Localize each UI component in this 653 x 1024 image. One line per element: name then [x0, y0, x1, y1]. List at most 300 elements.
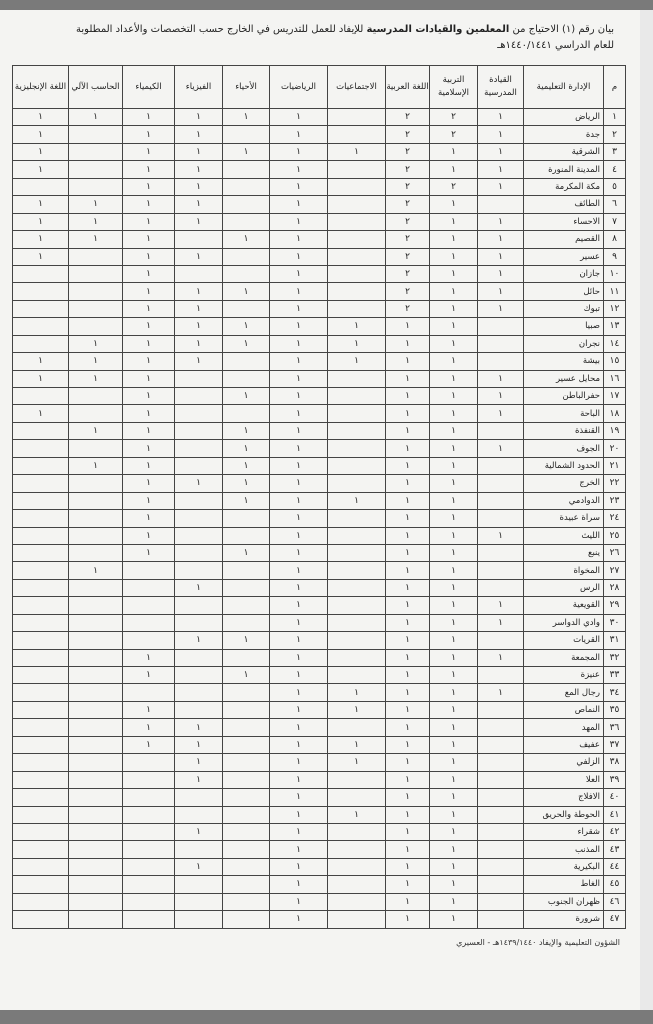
cell-value	[223, 248, 270, 265]
row-number: ٢١	[604, 457, 626, 474]
row-number: ٨	[604, 231, 626, 248]
cell-value	[223, 597, 270, 614]
cell-value	[13, 579, 69, 596]
cell-value: ١	[175, 213, 223, 230]
cell-value: ١	[386, 597, 430, 614]
cell-value: ١	[175, 248, 223, 265]
cell-value: ١	[69, 353, 123, 370]
cell-value	[328, 457, 386, 474]
cell-value: ١	[13, 213, 69, 230]
cell-value	[223, 353, 270, 370]
cell-value	[13, 911, 69, 928]
region-name: عسير	[524, 248, 604, 265]
cell-value: ١	[386, 771, 430, 788]
cell-value: ١	[386, 422, 430, 439]
cell-value: ٢	[430, 178, 478, 195]
cell-value: ١	[270, 143, 328, 160]
cell-value: ١	[328, 143, 386, 160]
region-name: المدينة المنورة	[524, 161, 604, 178]
cell-value	[478, 632, 524, 649]
cell-value: ١	[430, 858, 478, 875]
cell-value: ١	[430, 196, 478, 213]
cell-value	[69, 440, 123, 457]
cell-value: ١	[430, 440, 478, 457]
cell-value	[69, 684, 123, 701]
row-number: ٢٥	[604, 527, 626, 544]
cell-value	[123, 823, 175, 840]
table-row	[13, 858, 626, 875]
cell-value: ١	[270, 876, 328, 893]
cell-value: ١	[386, 440, 430, 457]
cell-value	[175, 597, 223, 614]
cell-value	[223, 736, 270, 753]
cell-value	[69, 701, 123, 718]
cell-value: ١	[430, 893, 478, 910]
cell-value	[478, 667, 524, 684]
cell-value	[69, 632, 123, 649]
cell-value: ١	[223, 335, 270, 352]
row-number: ٤٢	[604, 823, 626, 840]
cell-value	[328, 440, 386, 457]
cell-value: ١	[386, 649, 430, 666]
cell-value: ١	[223, 283, 270, 300]
table-row	[13, 492, 626, 509]
region-name: الغاط	[524, 876, 604, 893]
row-number: ١	[604, 109, 626, 126]
cell-value: ١	[175, 632, 223, 649]
cell-value: ١	[328, 318, 386, 335]
header-row	[13, 66, 626, 109]
column-header: الإدارة التعليمية	[524, 66, 604, 109]
cell-value	[328, 823, 386, 840]
row-number: ٤٧	[604, 911, 626, 928]
cell-value	[223, 684, 270, 701]
table-row	[13, 527, 626, 544]
row-number: ٣٥	[604, 701, 626, 718]
cell-value	[478, 510, 524, 527]
region-name: شرورة	[524, 911, 604, 928]
cell-value	[13, 806, 69, 823]
cell-value	[478, 422, 524, 439]
table-row	[13, 161, 626, 178]
cell-value	[223, 614, 270, 631]
bottom-frame-bar	[0, 1010, 653, 1024]
cell-value: ١	[386, 510, 430, 527]
cell-value: ١	[270, 684, 328, 701]
cell-value	[13, 667, 69, 684]
cell-value: ١	[430, 388, 478, 405]
cell-value: ١	[430, 597, 478, 614]
cell-value	[223, 771, 270, 788]
cell-value	[69, 475, 123, 492]
cell-value: ١	[430, 614, 478, 631]
cell-value	[13, 422, 69, 439]
cell-value: ١	[13, 353, 69, 370]
cell-value: ١	[478, 283, 524, 300]
cell-value	[123, 771, 175, 788]
cell-value	[13, 701, 69, 718]
cell-value	[478, 335, 524, 352]
cell-value: ١	[478, 213, 524, 230]
row-number: ١٩	[604, 422, 626, 439]
cell-value: ١	[430, 632, 478, 649]
cell-value	[328, 126, 386, 143]
cell-value	[478, 457, 524, 474]
cell-value: ١	[386, 388, 430, 405]
cell-value: ١	[386, 736, 430, 753]
cell-value: ١	[175, 579, 223, 596]
cell-value	[328, 196, 386, 213]
cell-value	[328, 893, 386, 910]
table-row	[13, 876, 626, 893]
cell-value: ١	[270, 614, 328, 631]
column-header: م	[604, 66, 626, 109]
cell-value: ١	[386, 876, 430, 893]
cell-value: ١	[386, 370, 430, 387]
cell-value: ١	[123, 457, 175, 474]
table-row	[13, 579, 626, 596]
table-row	[13, 335, 626, 352]
cell-value: ١	[270, 475, 328, 492]
cell-value: ١	[328, 353, 386, 370]
cell-value	[328, 231, 386, 248]
region-name: الاحساء	[524, 213, 604, 230]
cell-value	[328, 300, 386, 317]
cell-value	[478, 701, 524, 718]
table-row	[13, 544, 626, 561]
cell-value	[13, 841, 69, 858]
cell-value: ١	[478, 231, 524, 248]
cell-value	[69, 893, 123, 910]
cell-value	[13, 544, 69, 561]
row-number: ١٤	[604, 335, 626, 352]
table-row	[13, 823, 626, 840]
cell-value: ١	[123, 527, 175, 544]
column-header: التربية الإسلامية	[430, 66, 478, 109]
cell-value	[13, 475, 69, 492]
cell-value: ١	[478, 265, 524, 282]
table-row	[13, 388, 626, 405]
cell-value	[478, 771, 524, 788]
region-name: الزلفي	[524, 754, 604, 771]
cell-value	[478, 492, 524, 509]
cell-value: ١	[223, 492, 270, 509]
cell-value	[69, 300, 123, 317]
region-name: رجال المع	[524, 684, 604, 701]
cell-value: ١	[223, 422, 270, 439]
cell-value	[123, 684, 175, 701]
table-row	[13, 178, 626, 195]
cell-value: ١	[175, 771, 223, 788]
row-number: ١٣	[604, 318, 626, 335]
region-name: الدوادمي	[524, 492, 604, 509]
cell-value	[223, 126, 270, 143]
cell-value	[223, 161, 270, 178]
cell-value	[478, 789, 524, 806]
cell-value	[478, 579, 524, 596]
cell-value	[478, 876, 524, 893]
cell-value: ١	[430, 649, 478, 666]
cell-value: ١	[430, 544, 478, 561]
region-name: المهد	[524, 719, 604, 736]
region-name: جازان	[524, 265, 604, 282]
cell-value: ١	[175, 353, 223, 370]
cell-value	[123, 632, 175, 649]
cell-value: ١	[270, 754, 328, 771]
cell-value: ١	[175, 318, 223, 335]
cell-value	[223, 649, 270, 666]
cell-value: ١	[430, 701, 478, 718]
row-number: ٢٢	[604, 475, 626, 492]
cell-value: ١	[69, 213, 123, 230]
cell-value	[13, 893, 69, 910]
region-name: عفيف	[524, 736, 604, 753]
row-number: ٧	[604, 213, 626, 230]
region-name: الخرج	[524, 475, 604, 492]
cell-value	[175, 701, 223, 718]
cell-value: ١	[430, 318, 478, 335]
cell-value	[175, 544, 223, 561]
cell-value	[175, 841, 223, 858]
cell-value: ١	[270, 719, 328, 736]
row-number: ٣٣	[604, 667, 626, 684]
cell-value: ١	[175, 719, 223, 736]
table-row	[13, 893, 626, 910]
cell-value	[123, 858, 175, 875]
cell-value: ١	[175, 754, 223, 771]
cell-value: ١	[430, 527, 478, 544]
region-name: المذنب	[524, 841, 604, 858]
cell-value	[328, 614, 386, 631]
cell-value: ١	[430, 754, 478, 771]
cell-value	[123, 876, 175, 893]
cell-value: ١	[123, 248, 175, 265]
cell-value	[13, 527, 69, 544]
cell-value: ١	[270, 370, 328, 387]
cell-value	[223, 213, 270, 230]
cell-value	[13, 789, 69, 806]
cell-value: ١	[478, 527, 524, 544]
cell-value	[478, 911, 524, 928]
cell-value	[478, 353, 524, 370]
title-suffix: للإيفاد للعمل للتدريس في الخارج حسب التخصصات والأعداد المطلوبة	[76, 24, 364, 35]
cell-value	[13, 876, 69, 893]
cell-value	[69, 283, 123, 300]
cell-value: ٢	[386, 213, 430, 230]
cell-value: ١	[430, 161, 478, 178]
region-name: القريات	[524, 632, 604, 649]
cell-value: ١	[69, 457, 123, 474]
cell-value	[328, 283, 386, 300]
cell-value: ١	[270, 335, 328, 352]
cell-value: ١	[430, 736, 478, 753]
region-name: المجمعة	[524, 649, 604, 666]
cell-value: ١	[223, 667, 270, 684]
cell-value	[69, 789, 123, 806]
row-number: ٢٨	[604, 579, 626, 596]
table-row	[13, 510, 626, 527]
cell-value: ١	[13, 126, 69, 143]
table-row	[13, 649, 626, 666]
cell-value: ٢	[386, 178, 430, 195]
cell-value: ١	[175, 858, 223, 875]
table-row	[13, 667, 626, 684]
table-row	[13, 126, 626, 143]
cell-value: ١	[223, 388, 270, 405]
region-name: ينبع	[524, 544, 604, 561]
region-name: تبوك	[524, 300, 604, 317]
cell-value	[175, 893, 223, 910]
table-row	[13, 457, 626, 474]
cell-value: ٢	[386, 143, 430, 160]
region-name: الرياض	[524, 109, 604, 126]
cell-value: ١	[478, 405, 524, 422]
cell-value: ٢	[386, 231, 430, 248]
cell-value	[69, 126, 123, 143]
cell-value	[478, 754, 524, 771]
cell-value: ١	[123, 196, 175, 213]
row-number: ٥	[604, 178, 626, 195]
cell-value: ١	[123, 510, 175, 527]
cell-value: ١	[123, 300, 175, 317]
cell-value: ١	[386, 632, 430, 649]
cell-value: ١	[386, 754, 430, 771]
cell-value	[13, 510, 69, 527]
cell-value	[328, 858, 386, 875]
cell-value: ١	[270, 161, 328, 178]
cell-value: ١	[386, 318, 430, 335]
cell-value: ١	[270, 283, 328, 300]
cell-value	[328, 405, 386, 422]
title-bold: المعلمين والقيادات المدرسية	[366, 24, 510, 35]
cell-value	[223, 196, 270, 213]
cell-value	[69, 265, 123, 282]
cell-value	[13, 335, 69, 352]
cell-value: ١	[430, 231, 478, 248]
region-name: ظهران الجنوب	[524, 893, 604, 910]
cell-value: ١	[175, 736, 223, 753]
row-number: ٣٦	[604, 719, 626, 736]
cell-value: ١	[386, 527, 430, 544]
cell-value	[13, 283, 69, 300]
cell-value	[328, 248, 386, 265]
cell-value	[13, 388, 69, 405]
cell-value: ١	[430, 335, 478, 352]
table-row	[13, 841, 626, 858]
cell-value: ١	[123, 701, 175, 718]
cell-value	[175, 388, 223, 405]
cell-value: ١	[223, 109, 270, 126]
region-name: نجران	[524, 335, 604, 352]
cell-value	[175, 492, 223, 509]
cell-value: ١	[270, 440, 328, 457]
row-number: ٤٣	[604, 841, 626, 858]
region-name: صبيا	[524, 318, 604, 335]
cell-value: ١	[328, 701, 386, 718]
cell-value: ١	[13, 405, 69, 422]
cell-value: ١	[430, 667, 478, 684]
cell-value: ١	[13, 109, 69, 126]
region-name: بيشة	[524, 353, 604, 370]
table-row	[13, 213, 626, 230]
cell-value	[175, 789, 223, 806]
region-name: الطائف	[524, 196, 604, 213]
cell-value: ١	[69, 109, 123, 126]
cell-value: ١	[386, 701, 430, 718]
cell-value	[175, 667, 223, 684]
cell-value: ١	[430, 213, 478, 230]
cell-value: ١	[270, 353, 328, 370]
cell-value: ١	[175, 335, 223, 352]
cell-value	[69, 823, 123, 840]
cell-value: ١	[223, 632, 270, 649]
cell-value	[13, 178, 69, 195]
cell-value	[69, 719, 123, 736]
cell-value: ٢	[386, 126, 430, 143]
cell-value: ١	[430, 370, 478, 387]
cell-value: ١	[175, 143, 223, 160]
cell-value	[175, 684, 223, 701]
cell-value: ١	[386, 457, 430, 474]
cell-value: ١	[478, 614, 524, 631]
cell-value: ١	[270, 126, 328, 143]
row-number: ٢٣	[604, 492, 626, 509]
cell-value	[328, 597, 386, 614]
cell-value	[223, 789, 270, 806]
table-row	[13, 701, 626, 718]
cell-value	[69, 841, 123, 858]
cell-value: ١	[386, 492, 430, 509]
cell-value: ١	[430, 492, 478, 509]
cell-value: ١	[328, 684, 386, 701]
cell-value: ١	[223, 475, 270, 492]
cell-value	[328, 841, 386, 858]
region-name: جدة	[524, 126, 604, 143]
cell-value	[123, 841, 175, 858]
column-header: اللغة الإنجليزية	[13, 66, 69, 109]
cell-value	[13, 632, 69, 649]
table-row	[13, 806, 626, 823]
cell-value	[328, 544, 386, 561]
row-number: ٣٠	[604, 614, 626, 631]
cell-value: ١	[478, 370, 524, 387]
cell-value	[328, 911, 386, 928]
cell-value	[328, 649, 386, 666]
cell-value	[13, 823, 69, 840]
row-number: ٤٥	[604, 876, 626, 893]
cell-value	[175, 806, 223, 823]
cell-value: ١	[175, 196, 223, 213]
cell-value: ١	[123, 353, 175, 370]
cell-value: ٢	[430, 126, 478, 143]
cell-value	[478, 893, 524, 910]
cell-value	[13, 614, 69, 631]
cell-value	[123, 754, 175, 771]
region-name: القصيم	[524, 231, 604, 248]
cell-value	[175, 527, 223, 544]
row-number: ٩	[604, 248, 626, 265]
cell-value	[175, 457, 223, 474]
cell-value	[328, 562, 386, 579]
cell-value	[223, 876, 270, 893]
cell-value: ٢	[430, 109, 478, 126]
row-number: ٢٧	[604, 562, 626, 579]
cell-value	[223, 562, 270, 579]
column-header: الرياضيات	[270, 66, 328, 109]
table-row	[13, 771, 626, 788]
cell-value	[328, 789, 386, 806]
cell-value	[69, 178, 123, 195]
